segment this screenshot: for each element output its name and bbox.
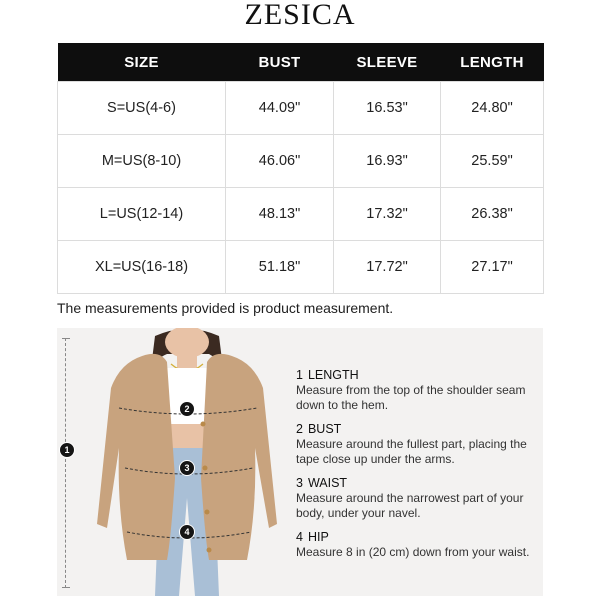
model-cardigan-right	[201, 354, 277, 560]
instruction-description: Measure from the top of the shoulder seam down to the hem.	[296, 383, 526, 412]
cell-length: 24.80"	[441, 82, 544, 135]
instruction-title: WAIST	[307, 476, 348, 490]
cell-length: 25.59"	[441, 135, 544, 188]
length-ruler	[65, 338, 68, 588]
brand-logo: ZESICA	[244, 0, 356, 31]
instruction-title: BUST	[307, 422, 342, 436]
table-row	[58, 135, 544, 188]
cardigan-button	[207, 548, 212, 553]
cell-size: L=US(12-14)	[58, 188, 226, 241]
cell-bust: 48.13"	[226, 188, 334, 241]
instruction-waist	[296, 476, 541, 521]
measurement-note: The measurements provided is product measurement.	[57, 300, 394, 316]
header-size: SIZE	[58, 43, 226, 82]
table-row	[58, 188, 544, 241]
ruler-bottom-cap	[62, 587, 70, 588]
table-header-row	[58, 43, 544, 82]
cell-size: XL=US(16-18)	[58, 241, 226, 294]
header-sleeve: SLEEVE	[334, 43, 441, 82]
table-row	[58, 82, 544, 135]
cell-bust: 51.18"	[226, 241, 334, 294]
table-row	[58, 241, 544, 294]
cardigan-button	[201, 422, 206, 427]
cell-sleeve: 17.72"	[334, 241, 441, 294]
instruction-hip	[296, 530, 541, 560]
instruction-title: HIP	[307, 530, 329, 544]
cell-sleeve: 16.53"	[334, 82, 441, 135]
instruction-bust	[296, 422, 541, 467]
cell-size: M=US(8-10)	[58, 135, 226, 188]
instruction-title: LENGTH	[307, 368, 359, 382]
cardigan-button	[205, 510, 210, 515]
instruction-description: Measure 8 in (20 cm) down from your waist.	[296, 545, 530, 559]
measurement-guide-panel	[57, 328, 543, 596]
model-cardigan-left	[97, 354, 175, 560]
instruction-number: 1	[296, 368, 303, 382]
model-neck	[177, 352, 197, 368]
measurement-instructions	[296, 368, 541, 569]
marker-hip-badge: 4	[179, 524, 195, 540]
cell-sleeve: 16.93"	[334, 135, 441, 188]
instruction-length	[296, 368, 541, 413]
instruction-number: 3	[296, 476, 303, 490]
header-bust: BUST	[226, 43, 334, 82]
cell-bust: 46.06"	[226, 135, 334, 188]
instruction-number: 4	[296, 530, 303, 544]
cardigan-button	[203, 466, 208, 471]
marker-bust-badge: 2	[179, 401, 195, 417]
cell-bust: 44.09"	[226, 82, 334, 135]
instruction-number: 2	[296, 422, 303, 436]
header-length: LENGTH	[441, 43, 544, 82]
cell-length: 27.17"	[441, 241, 544, 294]
marker-waist-badge: 3	[179, 460, 195, 476]
cell-sleeve: 17.32"	[334, 188, 441, 241]
cell-length: 26.38"	[441, 188, 544, 241]
marker-length-badge: 1	[59, 442, 75, 458]
instruction-description: Measure around the fullest part, placing the tape close up under the arms.	[296, 437, 527, 466]
size-chart-table	[57, 43, 544, 294]
ruler-top-cap	[62, 338, 70, 339]
instruction-description: Measure around the narrowest part of your body, under your navel.	[296, 491, 524, 520]
cell-size: S=US(4-6)	[58, 82, 226, 135]
